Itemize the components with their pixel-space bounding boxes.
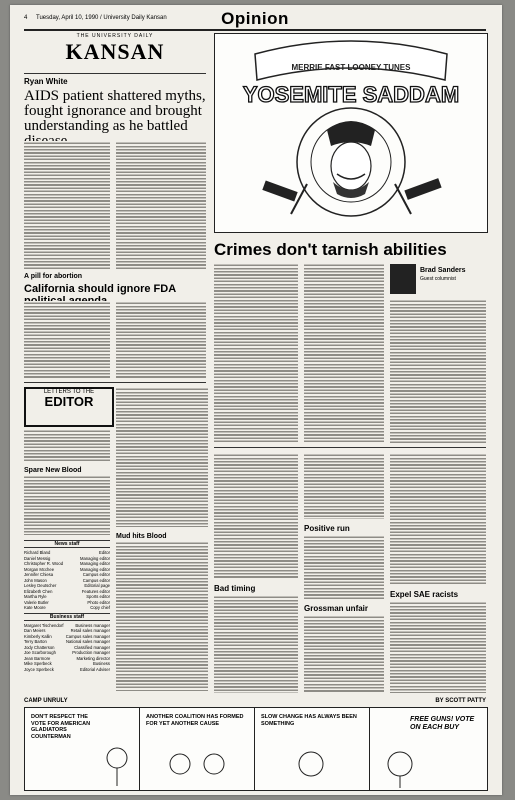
letter-col-4 xyxy=(304,453,384,519)
staff-role: Classified manager xyxy=(74,644,110,650)
staff-name: Valerie Butler xyxy=(24,599,49,605)
comic-caption-3: SLOW CHANGE HAS ALWAYS BEEN SOMETHING xyxy=(261,714,357,727)
staff-role: Features editor xyxy=(81,588,110,594)
pill-kicker: A pill for abortion xyxy=(24,273,83,280)
issue-date: Tuesday, April 10, 1990 / University Daily Kansan xyxy=(36,15,167,21)
divider xyxy=(24,382,206,383)
ryan-white-headline: AIDS patient shattered myths, fought ignorance and brought understanding as he battled xyxy=(24,88,206,134)
staff-role: Editorial page xyxy=(84,583,110,588)
staff-name: Mike Sperbeck xyxy=(24,661,52,666)
staff-name: Dan Meiers xyxy=(24,628,46,633)
staff-role: Sports editor xyxy=(86,594,110,599)
comic-caption-4: FREE GUNS! VOTE ON EACH BUY xyxy=(410,716,475,731)
comic-figure-2 xyxy=(140,708,254,790)
staff-name: Elizabeth Chen xyxy=(24,588,53,594)
comic-figure-1 xyxy=(25,708,139,790)
staff-name: Morgan Mcchee xyxy=(24,566,55,572)
section-title: Opinion xyxy=(221,9,289,28)
pill-body-col-1 xyxy=(24,301,110,379)
staff-name: Terry Barton xyxy=(24,639,47,644)
staff-row xyxy=(24,667,110,673)
staff-role: Managing editor xyxy=(79,566,110,572)
crimes-col-1 xyxy=(214,263,298,443)
page-number: 4 xyxy=(24,15,28,21)
crimes-col-3 xyxy=(390,299,486,443)
letter-1-continued xyxy=(116,387,208,527)
staff-role: Campus sales manager xyxy=(65,633,110,639)
staff-name: Lesley Deutscher xyxy=(24,583,57,588)
letters-logo xyxy=(24,387,114,427)
comic-figure-4 xyxy=(370,708,486,790)
staff-name: John Mason xyxy=(24,577,47,583)
letter-4-body xyxy=(304,535,384,599)
staff-role: Campus editor xyxy=(82,572,110,577)
comic-panel-1 xyxy=(25,708,140,790)
newspaper-page xyxy=(10,5,502,795)
letter-headline-6: Expel SAE racists xyxy=(390,590,459,599)
columnist-byline xyxy=(420,267,466,283)
staff-role: Retail sales manager xyxy=(70,628,110,633)
letter-5-body xyxy=(304,615,384,693)
staff-name: Kate Moore xyxy=(24,605,46,610)
columnist-name: Brad Sanders xyxy=(420,267,466,274)
staff-role: Production manager xyxy=(72,650,110,655)
letter-headline-3: Bad timing xyxy=(214,584,256,593)
letter-3-body xyxy=(214,595,298,693)
letters-logo-big: EDITOR xyxy=(44,394,94,409)
comic-panel-3 xyxy=(255,708,370,790)
letter-headline-4: Positive run xyxy=(304,524,350,533)
crimes-headline: Crimes don't tarnish abilities xyxy=(214,240,447,259)
staff-name: Daniel Messig xyxy=(24,555,51,561)
columnist-role: Guest columnist xyxy=(420,276,456,282)
staff-role: Marketing director xyxy=(76,655,110,661)
staff-role: Editor xyxy=(99,550,110,555)
pill-body-col-2 xyxy=(116,301,206,379)
staff-role: Business xyxy=(93,661,110,666)
news-staff-box xyxy=(24,538,110,672)
news-staff-list xyxy=(24,550,110,611)
staff-name: Joyce Sperbeck xyxy=(24,666,54,672)
staff-role: Campus editor xyxy=(82,577,110,583)
staff-name: Joe Scarborough xyxy=(24,650,56,655)
staff-role: Business manager xyxy=(75,622,110,628)
news-staff-heading: News staff xyxy=(24,540,110,548)
comic-panel-2 xyxy=(140,708,255,790)
staff-role: Managing editor xyxy=(79,561,110,566)
columnist-photo xyxy=(390,264,416,294)
letter-headline-2: Mud hits Blood xyxy=(116,533,167,540)
letters-policy xyxy=(24,429,110,461)
staff-name: Margaret Tischendorf xyxy=(24,622,64,628)
staff-role: Managing editor xyxy=(79,555,110,561)
cartoon-drawing xyxy=(215,34,487,232)
comic-title: CAMP UNRULY xyxy=(24,698,68,704)
pill-headline: California should ignore FDA xyxy=(24,283,176,295)
comic-panel-4 xyxy=(370,708,486,790)
editorial-cartoon xyxy=(214,33,488,233)
comic-caption-1: DON'T RESPECT THE VOTE FOR AMERICAN GLADIATORS COUNTERMAN xyxy=(31,714,91,740)
staff-name: Jennifer Chiesa xyxy=(24,572,54,577)
staff-name: Richard Bland xyxy=(24,550,51,555)
masthead-title: KANSAN xyxy=(65,39,165,64)
letter-headline-1: Spare New Blood xyxy=(24,467,82,474)
letter-col-3 xyxy=(214,453,298,579)
staff-name: Christopher R. Wood xyxy=(24,561,64,566)
letter-6-body xyxy=(390,601,486,693)
cartoon-banner: MERRIE FAST LOONEY TUNES xyxy=(291,63,411,72)
page-header xyxy=(24,9,486,31)
ryan-body-col-1 xyxy=(24,141,110,269)
cartoon-title: YOSEMITE SADDAM xyxy=(242,82,460,107)
staff-row xyxy=(24,605,110,611)
staff-name: Kimberly Kallin xyxy=(24,633,52,639)
comic-artist: BY SCOTT PATTY xyxy=(435,698,486,704)
staff-role: Editorial Adviser xyxy=(79,666,110,672)
business-staff-list xyxy=(24,623,110,673)
business-staff-heading: Business staff xyxy=(24,613,110,621)
letter-1-body xyxy=(24,475,110,535)
staff-name: Jean Barmore xyxy=(24,655,51,661)
letters-logo-top: LETTERS TO THE xyxy=(43,389,95,395)
masthead-subtitle: THE UNIVERSITY DAILY xyxy=(76,33,154,39)
comic-strip xyxy=(24,707,488,791)
staff-role: National sales manager xyxy=(66,639,110,644)
crimes-col-2 xyxy=(304,263,384,443)
ryan-body-col-2 xyxy=(116,141,206,269)
letter-col-5 xyxy=(390,453,486,585)
ryan-white-label: Ryan White xyxy=(24,77,68,86)
masthead xyxy=(24,33,206,74)
staff-name: Martha Ryle xyxy=(24,594,47,599)
letter-headline-5: Grossman unfair xyxy=(304,604,369,613)
comic-figure-3 xyxy=(255,708,369,790)
comic-caption-2: ANOTHER COALITION HAS FORMED FOR YET ANOTHER CAUSE xyxy=(146,714,244,727)
divider xyxy=(214,447,486,448)
staff-name: Jody Chatterson xyxy=(24,644,55,650)
staff-role: Copy chief xyxy=(90,605,110,610)
letter-2-body xyxy=(116,541,208,691)
staff-role: Photo editor xyxy=(87,599,110,605)
